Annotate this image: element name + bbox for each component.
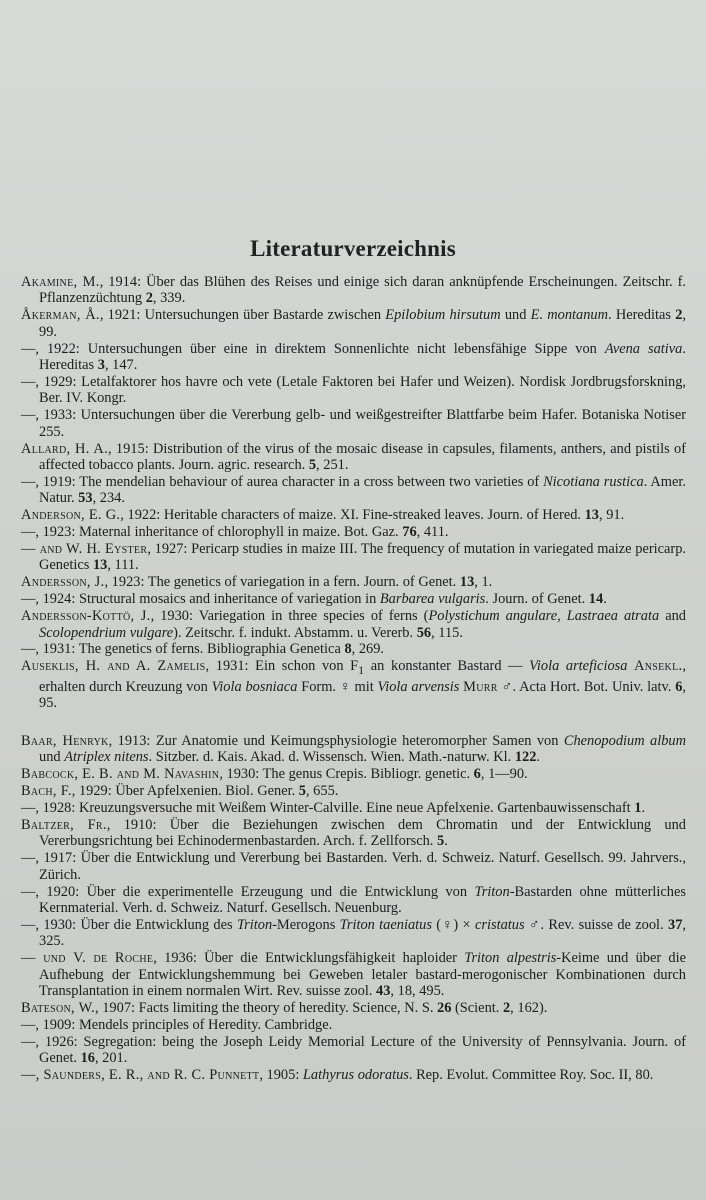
reference-entry [21, 341, 686, 374]
volume-number: 5 [308, 456, 317, 473]
reference-text: . Hereditas [608, 307, 676, 324]
author-name: Andersson-Kottö, J. [21, 608, 151, 625]
volume-number: 1 [634, 800, 642, 817]
page-title: Literaturverzeichnis [250, 236, 456, 261]
volume-number: 3 [97, 357, 105, 374]
reference-entry [21, 591, 686, 607]
volume-number: 37 [668, 916, 683, 933]
reference-entry [21, 274, 686, 307]
volume-number: 8 [344, 641, 352, 658]
reference-text: , erhalten durch Kreuzung von [39, 658, 686, 695]
reference-text: . [536, 749, 541, 766]
italic-term: Scolopendrium vulgare [39, 624, 174, 641]
reference-entry [21, 541, 686, 574]
volume-number: 56 [416, 624, 432, 641]
reference-entry [21, 524, 686, 540]
reference-text: . Journ. of Genet. [485, 591, 589, 608]
reference-text: , 201. [94, 1050, 128, 1067]
italic-term: Triton taeniatus [339, 916, 432, 933]
reference-text: , 251. [316, 456, 349, 473]
reference-entry [21, 1067, 686, 1083]
italic-term: Triton alpestris [464, 950, 557, 967]
author-name: Auseklıs, H. and A. Zamelis [21, 658, 206, 675]
reference-text: ). Zeitschr. f. indukt. Abstamm. u. Vererb. [173, 624, 417, 641]
author-name: Åkerman, Å. [21, 307, 100, 324]
reference-text: —, 1920: Über die experimentelle Erzeugung und die Entwicklung von [21, 883, 475, 900]
section-gap [21, 712, 686, 733]
reference-text: , 1—90. [480, 766, 528, 783]
author-name: Baltzer, Fr. [21, 816, 107, 833]
italic-term: Barbarea vulgaris [379, 591, 486, 608]
author-name: Murr [463, 678, 498, 695]
reference-text: , 1910: Über die Beziehungen zwischen dem Chromatin und der Entwicklung und Vererbungsrichtung bei Echinodermenbastarden. Arch. f. Zellforsch. [39, 816, 686, 850]
author-name: Akamine, M. [21, 274, 100, 290]
reference-text: —, 1928: Kreuzungsversuche mit Weißem Winter-Calville. Eine neue Apfelxenie. Gartenbauwissenschaft [21, 800, 635, 817]
reference-entry [21, 766, 686, 782]
volume-number: 2 [502, 999, 511, 1016]
reference-text: (Scient. [451, 999, 503, 1016]
reference-text: —, 1929: Letalfaktorer hos havre och vete (Letale Faktoren bei Hafer und Weizen). Nordisk Jordbrugsforskning, Ber. IV. Kongr. [21, 373, 686, 407]
reference-entry [21, 884, 686, 917]
author-name: —, Saunders, E. R., and R. C. Punnett [21, 1067, 260, 1084]
subscript: 1 [358, 663, 365, 678]
italic-term: E. montanum [530, 307, 609, 324]
reference-text: und [500, 307, 531, 324]
reference-text: , 18, 495. [390, 983, 445, 1000]
reference-list [21, 274, 686, 1084]
reference-text: and [659, 608, 686, 625]
reference-text: —, 1931: The genetics of ferns. Bibliographia Genetica [21, 641, 345, 658]
reference-text: , 95. [39, 678, 687, 712]
reference-text: , 1922: Heritable characters of maize. XI. Fine-streaked leaves. Journ. of Hered. [120, 507, 585, 524]
volume-number: 5 [437, 833, 445, 850]
reference-text: —, 1933: Untersuchungen über die Vererbung gelb- und weißgestreifter Blattfarbe beim Hafer. Botaniska Notiser 255. [21, 407, 686, 440]
reference-text: , 1905: [259, 1067, 303, 1084]
italic-term: Viola bosniaca [211, 678, 298, 695]
reference-entry [21, 307, 686, 340]
italic-term: Nicotiana rustica [543, 473, 644, 490]
italic-term: Lathyrus odoratus [302, 1067, 409, 1084]
reference-text: -Keime und über die Aufhebung der Entwicklungshemmung bei Geweben letaler bastard-merogonischer Kombinationen durch Transplantation in einem normalen Wirt. Rev. suisse zool. [39, 950, 686, 1000]
italic-term: Triton [474, 883, 510, 900]
reference-text: . Hereditas [39, 340, 686, 374]
volume-number: 6 [473, 766, 481, 783]
volume-number: 2 [675, 307, 683, 324]
reference-text: , 1936: Über die Entwicklungsfähigkeit haploider [153, 950, 465, 967]
italic-term: cristatus [475, 916, 525, 933]
reference-text: , 234. [92, 490, 125, 507]
reference-text: , 1923: The genetics of variegation in a fern. Journ. of Genet. [104, 574, 460, 591]
reference-text: , 1927: Pericarp studies in maize III. The frequency of mutation in variegated maize pericarp. Genetics [39, 541, 686, 574]
reference-text: , 269. [351, 641, 385, 658]
reference-text: und [39, 749, 65, 766]
volume-number: 14 [588, 591, 604, 608]
volume-number: 6 [675, 678, 683, 695]
reference-entry [21, 658, 686, 711]
author-name: Bateson, W. [21, 999, 96, 1016]
reference-text: -Bastarden ohne mütterliches Kernmaterial. Verh. d. Schweiz. Naturf. Gesellsch. Neuenburg. [39, 883, 686, 916]
reference-text: , 111. [107, 557, 139, 574]
volume-number: 43 [376, 983, 391, 1000]
reference-text: . Amer. Natur. [39, 473, 686, 507]
reference-text: —, 1930: Über die Entwicklung des [21, 916, 237, 933]
reference-entry [21, 817, 686, 850]
reference-entry [21, 1034, 686, 1067]
reference-text: . [444, 833, 448, 850]
reference-text: , 325. [39, 916, 686, 950]
reference-text: , 1931: Ein schon von F [205, 658, 359, 675]
reference-text: —, 1923: Maternal inheritance of chlorophyll in maize. Bot. Gaz. [21, 524, 403, 541]
author-name: Ansekl. [634, 658, 683, 675]
reference-text: , 162). [510, 999, 548, 1016]
volume-number: 16 [80, 1050, 95, 1067]
italic-term: Avena sativa [604, 340, 683, 357]
reference-text: —, 1924: Structural mosaics and inheritance of variegation in [21, 591, 380, 608]
reference-entry [21, 783, 686, 799]
author-name: — and W. H. Eyster [21, 541, 148, 557]
reference-text: , 1930: Variegation in three species of ferns ( [150, 608, 429, 625]
reference-text: , 115. [431, 624, 463, 641]
reference-text: , 1913: Zur Anatomie und Keimungsphysiologie heteromorpher Samen von [108, 732, 564, 749]
reference-entry [21, 407, 686, 440]
reference-entry [21, 441, 686, 474]
reference-text: , 1907: Facts limiting the theory of heredity. Science, N. S. [95, 999, 438, 1016]
reference-text: , 99. [39, 307, 687, 340]
reference-text: , 339. [152, 290, 186, 307]
reference-entry [21, 850, 686, 883]
author-name: Anderson, E. G. [21, 507, 121, 524]
reference-entry [21, 374, 686, 407]
reference-text: , 1921: Untersuchungen über Bastarde zwischen [99, 307, 386, 324]
italic-term: Polystichum angulare, Lastraea atrata [428, 608, 660, 625]
reference-entry [21, 950, 686, 999]
reference-text: . [603, 591, 607, 608]
volume-number: 13 [92, 557, 108, 574]
volume-number: 2 [145, 290, 153, 307]
author-name: — und V. de Roche [21, 950, 154, 967]
reference-text: —, 1909: Mendels principles of Heredity. Cambridge. [21, 1016, 333, 1033]
volume-number: 13 [459, 574, 475, 591]
reference-entry [21, 641, 686, 657]
reference-entry [21, 800, 686, 816]
reference-text: . [641, 800, 646, 817]
italic-term: Chenopodium album [563, 732, 686, 749]
reference-text: , 91. [599, 507, 625, 524]
reference-text: . Sitzber. d. Kais. Akad. d. Wissensch. Wien. Math.-naturw. Kl. [148, 749, 515, 766]
reference-text: an konstanter Bastard — [364, 658, 530, 675]
author-name: Babcock, E. B. and M. Navashin [21, 766, 220, 783]
italic-term: Epilobium hirsutum [385, 307, 501, 324]
volume-number: 13 [584, 507, 599, 524]
reference-text: —, 1919: The mendelian behaviour of aurea character in a cross between two varieties of [21, 473, 544, 490]
reference-text: ♂. Rev. suisse de zool. [524, 916, 668, 933]
reference-entry [21, 917, 686, 950]
reference-text: ♂. Acta Hort. Bot. Univ. latv. [497, 678, 676, 695]
reference-text: , 655. [305, 783, 339, 800]
author-name: Allard, H. A. [21, 440, 109, 457]
reference-entry [21, 608, 686, 641]
italic-term: Viola arteficiosa [529, 658, 628, 675]
reference-text: —, 1917: Über die Entwicklung und Vererbung bei Bastarden. Verh. d. Schweiz. Naturf. Gesellsch. 99. Jahrvers., Zürich. [21, 850, 686, 883]
reference-entry [21, 474, 686, 507]
reference-text: -Merogons [272, 916, 340, 933]
reference-text: , 411. [416, 524, 449, 541]
italic-term: Viola arvensis [377, 678, 460, 695]
reference-text: —, 1922: Untersuchungen über eine in direktem Sonnenlichte nicht lebensfähige Sippe von [21, 340, 605, 357]
reference-entry [21, 1000, 686, 1016]
reference-text: , 147. [104, 357, 138, 374]
reference-text: . Rep. Evolut. Committee Roy. Soc. II, 80. [408, 1067, 654, 1084]
author-name: Baar, Henryk [21, 732, 109, 749]
reference-entry [21, 1017, 686, 1033]
italic-term: Atriplex nitens [64, 749, 149, 766]
author-name: Andersson, J. [21, 574, 105, 591]
volume-number: 122 [514, 749, 537, 766]
reference-text: , 1. [474, 574, 493, 591]
reference-text: , 1930: The genus Crepis. Bibliogr. genetic. [219, 766, 474, 783]
reference-text: —, 1926: Segregation: being the Joseph Leidy Memorial Lecture of the University of Pennsylvania. Journ. of Genet. [21, 1033, 686, 1067]
reference-text: , 1915: Distribution of the virus of the mosaic disease in capsules, filaments, anthers, and pistils of affected tobacco plants. Journ. agric. research. [39, 440, 686, 473]
reference-text: , 1914: Über das Blühen des Reises und einige sich daran anknüpfende Erscheinungen. Zeitschr. f. Pflanzenzüchtung [39, 274, 686, 307]
volume-number: 76 [402, 524, 417, 541]
reference-text: Form. ♀ mit [297, 678, 378, 695]
volume-number: 5 [298, 783, 306, 800]
reference-text: (♀) × [431, 916, 475, 933]
reference-entry [21, 507, 686, 523]
italic-term: Triton [236, 916, 273, 933]
volume-number: 53 [78, 490, 93, 507]
reference-entry [21, 574, 686, 590]
author-name: Bach, F. [21, 783, 72, 800]
reference-text: , 1929: Über Apfelxenien. Biol. Gener. [71, 783, 299, 800]
volume-number: 26 [437, 999, 452, 1016]
reference-entry [21, 733, 686, 766]
